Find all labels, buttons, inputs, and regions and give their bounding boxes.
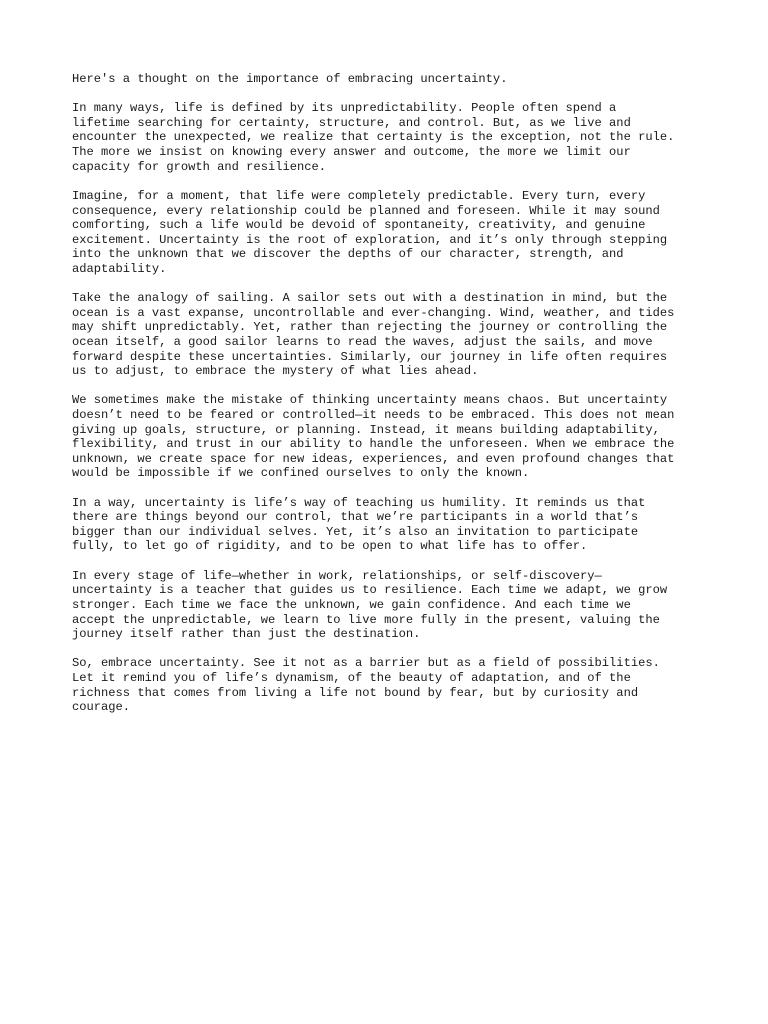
paragraph-sailing-analogy: Take the analogy of sailing. A sailor sets out with a destination in mind, but the ocean is a vast expanse, uncontrollable and ever-changing. Wind, weather, and tides may shift unpredictably. Yet, rather than rejecting the journey or controlling the ocean itself, a good sailor learns to read the waves, adjust the sails, and move forward despite these uncertainties. Similarly, our journey in life often requires us to adjust, to embrace the mystery of what lies ahead.: [72, 291, 675, 379]
document-page: [72, 72, 712, 729]
paragraph-resilience: In every stage of life—whether in work, relationships, or self-discovery— uncertainty is a teacher that guides us to resilience. Each time we adapt, we grow stronger. Each time we face the unknown, we gain confidence. And each time we accept the unpredictable, we learn to live more fully in the present, valuing the journey itself rather than just the destination.: [72, 568, 668, 642]
paragraph-humility: In a way, uncertainty is life’s way of teaching us humility. It reminds us that there are things beyond our control, that we’re participants in a world that’s bigger than our individual selves. Yet, it’s also an invitation to participate fully, to let go of rigidity, and to be open to what life has to offer.: [72, 495, 646, 554]
paragraph-conclusion: So, embrace uncertainty. See it not as a barrier but as a field of possibilities. Let it remind you of life’s dynamism, of the beauty of adaptation, and of the richness that comes from living a life not bound by fear, but by curiosity and courage.: [72, 656, 660, 715]
paragraph-unpredictability: In many ways, life is defined by its unpredictability. People often spend a lifetime searching for certainty, structure, and control. But, as we live and encounter the unexpected, we realize that certainty is the exception, not the rule. The more we insist on knowing every answer and outcome, the more we limit our capacity for growth and resilience.: [72, 101, 675, 174]
paragraph-intro: Here's a thought on the importance of embracing uncertainty.: [72, 72, 508, 86]
paragraph-chaos-mistake: We sometimes make the mistake of thinking uncertainty means chaos. But uncertainty doesn’t need to be feared or controlled—it needs to be embraced. This does not mean giving up goals, structure, or planning. Instead, it means building adaptability, flexibility, and trust in our ability to handle the unforeseen. When we embrace the unknown, we create space for new ideas, experiences, and even profound changes that would be impossible if we confined ourselves to only the known.: [72, 393, 675, 481]
paragraph-predictable-life: Imagine, for a moment, that life were completely predictable. Every turn, every consequence, every relationship could be planned and foreseen. While it may sound comforting, such a life would be devoid of spontaneity, creativity, and genuine excitement. Uncertainty is the root of exploration, and it’s only through stepping into the unknown that we discover the depths of our character, strength, and adaptability.: [72, 188, 668, 276]
